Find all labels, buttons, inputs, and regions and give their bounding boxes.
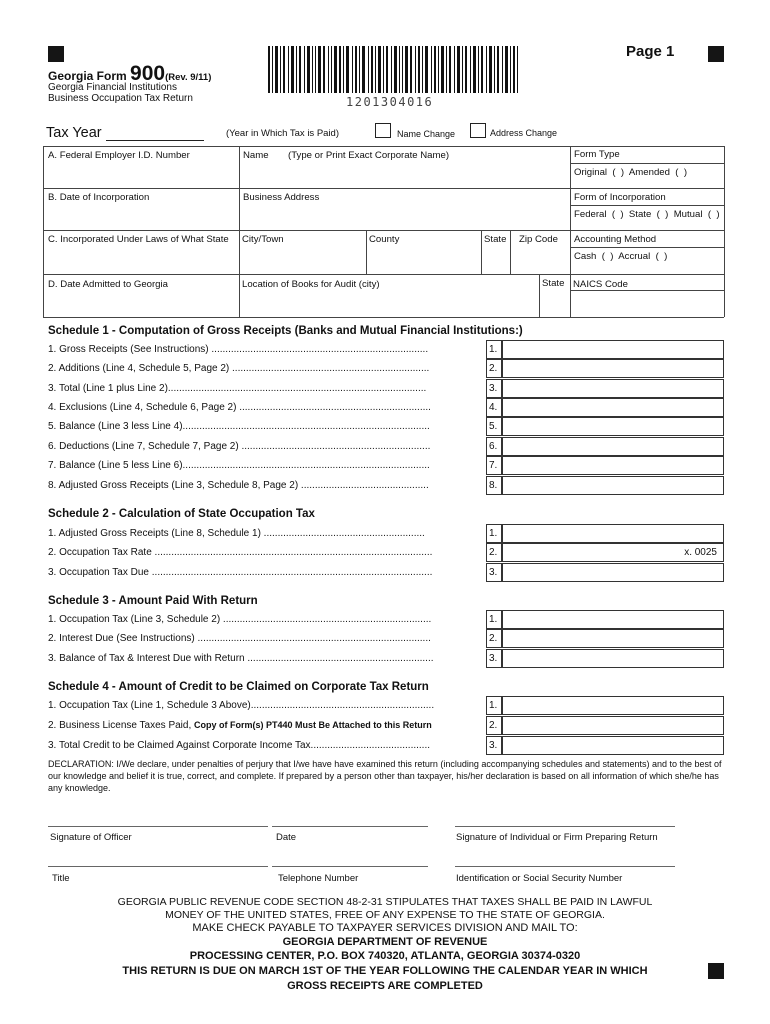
incorporation-state-label: C. Incorporated Under Laws of What State: [48, 234, 229, 245]
officer-signature-label: Signature of Officer: [50, 832, 132, 843]
title-line[interactable]: [48, 866, 268, 867]
footer-line-2: MONEY OF THE UNITED STATES, FREE OF ANY EXPENSE TO THE STATE OF GEORGIA.: [165, 909, 605, 921]
schedule-1-line-2-amount[interactable]: [502, 359, 724, 378]
schedule-3-line-3-amount[interactable]: [502, 649, 724, 668]
schedule-3-line-2-label: 2. Interest Due (See Instructions) ....................................................................................: [48, 633, 431, 644]
schedule-1-line-5-amount[interactable]: [502, 417, 724, 436]
form-revision: (Rev. 9/11): [165, 72, 212, 83]
footer-line-4: GEORGIA DEPARTMENT OF REVENUE: [282, 936, 488, 948]
state-label: State: [484, 234, 507, 245]
naics-label: NAICS Code: [573, 279, 628, 290]
tax-year-hint: (Year in Which Tax is Paid): [226, 128, 339, 139]
form-subtitle-2: Business Occupation Tax Return: [48, 93, 193, 104]
preparer-signature-line[interactable]: [455, 826, 675, 827]
form-of-incorporation-options[interactable]: Federal ( ) State ( ) Mutual ( ): [574, 209, 720, 220]
schedule-2-line-1-amount[interactable]: [502, 524, 724, 543]
schedule-1-line-1-label: 1. Gross Receipts (See Instructions) ..............................................................................: [48, 344, 429, 355]
form-type-label: Form Type: [574, 149, 620, 160]
schedule-1-line-6-label: 6. Deductions (Line 7, Schedule 7, Page 2) ....................................................................: [48, 441, 431, 452]
schedule-1-line-7-amount[interactable]: [502, 456, 724, 475]
telephone-line[interactable]: [272, 866, 428, 867]
schedule-1-line-8-number: 8.: [486, 476, 502, 495]
schedule-3-line-1-number: 1.: [486, 610, 502, 629]
schedule-1-line-8-label: 8. Adjusted Gross Receipts (Line 3, Schedule 8, Page 2) ..............................................: [48, 480, 429, 491]
schedule-1-line-3-amount[interactable]: [502, 379, 724, 398]
schedule-1-line-7-number: 7.: [486, 456, 502, 475]
corp-name-field[interactable]: [240, 162, 569, 187]
schedule-1-line-7-label: 7. Balance (Line 5 less Line 6).........................................................................................: [48, 460, 430, 471]
name-change-checkbox[interactable]: [375, 123, 391, 138]
county-label: County: [369, 234, 400, 245]
registration-mark-top-right: [708, 46, 724, 62]
schedule-2-line-3-amount[interactable]: [502, 563, 724, 582]
schedule-4-line-2-label: [48, 720, 432, 731]
books-location-field[interactable]: [240, 291, 538, 316]
identification-label: Identification or Social Security Number: [456, 873, 623, 884]
date-admitted-label: D. Date Admitted to Georgia: [48, 279, 168, 290]
accounting-method-options[interactable]: Cash ( ) Accrual ( ): [574, 251, 668, 262]
form-of-incorporation-label: Form of Incorporation: [574, 192, 666, 203]
books-location-label: Location of Books for Audit (city): [242, 279, 380, 290]
schedule-1-title: Schedule 1 - Computation of Gross Receipts (Banks and Mutual Financial Institutions:): [48, 325, 523, 337]
date-admitted-field[interactable]: [44, 291, 238, 316]
form-prefix: Georgia Form: [48, 69, 131, 83]
declaration-text: DECLARATION: I/We declare, under penalties of perjury that I/we have have examined this return (including accompanying schedules and statements) and to the best of our knowledge and belief it is true, correct, and complete. If prepared by a person other than taxpayer, his/her declaration is based on all information of which she/he has any knowledge.: [48, 759, 722, 793]
address-change-label: Address Change: [490, 128, 558, 138]
schedule-3-line-3-label: 3. Balance of Tax & Interest Due with Return ...................................................................: [48, 653, 434, 664]
schedule-1-line-1-number: 1.: [486, 340, 502, 359]
schedule-4-line-1-amount[interactable]: [502, 696, 724, 715]
incorporation-date-field[interactable]: [44, 204, 238, 229]
name-change-label: Name Change: [397, 129, 456, 139]
footer-line-3: MAKE CHECK PAYABLE TO TAXPAYER SERVICES DIVISION AND MAIL TO:: [192, 922, 578, 934]
corp-name-hint: (Type or Print Exact Corporate Name): [288, 150, 450, 161]
schedule-3-line-1-label: 1. Occupation Tax (Line 3, Schedule 2) ...........................................................................: [48, 614, 432, 625]
county-field[interactable]: [367, 246, 480, 273]
books-state-label: State: [542, 278, 565, 289]
schedule-1-line-5-label: 5. Balance (Line 3 less Line 4).........................................................................................: [48, 421, 430, 432]
schedule-2-line-1-number: 1.: [486, 524, 502, 543]
city-label: City/Town: [242, 234, 284, 245]
fein-label: A. Federal Employer I.D. Number: [48, 150, 190, 161]
schedule-4-line-3-number: 3.: [486, 736, 502, 755]
zip-field[interactable]: [511, 246, 569, 273]
schedule-4-line-2-note: Copy of Form(s) PT440 Must Be Attached to this Return: [194, 720, 432, 730]
schedule-3-line-2-amount[interactable]: [502, 629, 724, 648]
schedule-1-line-6-number: 6.: [486, 437, 502, 456]
form-number: 900: [130, 62, 166, 85]
page-number: Page 1: [626, 43, 675, 60]
state-field[interactable]: [482, 246, 509, 273]
date-line[interactable]: [272, 826, 428, 827]
schedule-2-line-2-number: 2.: [486, 543, 502, 562]
barcode: [268, 46, 518, 93]
identification-line[interactable]: [455, 866, 675, 867]
business-address-label: Business Address: [243, 192, 320, 203]
schedule-4-line-2-number: 2.: [486, 716, 502, 735]
schedule-1-line-4-amount[interactable]: [502, 398, 724, 417]
tax-year-input[interactable]: [106, 126, 204, 141]
title-label: Title: [52, 873, 70, 884]
schedule-4-line-1-number: 1.: [486, 696, 502, 715]
schedule-3-line-1-amount[interactable]: [502, 610, 724, 629]
fein-field[interactable]: [44, 162, 238, 187]
schedule-4-line-3-label: 3. Total Credit to be Claimed Against Corporate Income Tax...........................................: [48, 740, 431, 751]
incorporation-date-label: B. Date of Incorporation: [48, 192, 150, 203]
incorporation-state-field[interactable]: [44, 246, 238, 273]
naics-field[interactable]: [571, 291, 723, 316]
barcode-number: 1201304016: [346, 95, 434, 109]
schedule-1-line-3-number: 3.: [486, 379, 502, 398]
registration-mark-top-left: [48, 46, 64, 62]
schedule-4-line-1-label: 1. Occupation Tax (Line 1, Schedule 3 Above)..................................................................: [48, 700, 435, 711]
footer-line-6: THIS RETURN IS DUE ON MARCH 1ST OF THE YEAR FOLLOWING THE CALENDAR YEAR IN WHICH: [122, 965, 648, 977]
tax-year-label: Tax Year: [46, 125, 102, 141]
preparer-signature-label: Signature of Individual or Firm Preparing Return: [456, 832, 658, 843]
schedule-1-line-2-number: 2.: [486, 359, 502, 378]
schedule-3-title: Schedule 3 - Amount Paid With Return: [48, 595, 258, 607]
officer-signature-line[interactable]: [48, 826, 268, 827]
date-label: Date: [276, 832, 297, 843]
schedule-4-line-2-amount[interactable]: [502, 716, 724, 735]
zip-label: Zip Code: [519, 234, 558, 245]
corp-name-label: Name: [243, 150, 269, 161]
footer-line-1: GEORGIA PUBLIC REVENUE CODE SECTION 48-2-31 STIPULATES THAT TAXES SHALL BE PAID IN LAWFUL: [117, 896, 653, 908]
schedule-1-line-6-amount[interactable]: [502, 437, 724, 456]
schedule-1-line-4-number: 4.: [486, 398, 502, 417]
schedule-2-line-2-label: 2. Occupation Tax Rate ....................................................................................................: [48, 547, 433, 558]
schedule-2-line-3-label: 3. Occupation Tax Due .....................................................................................................: [48, 567, 433, 578]
form-type-options[interactable]: Original ( ) Amended ( ): [574, 167, 688, 178]
schedule-1-line-1-amount[interactable]: [502, 340, 724, 359]
footer-line-7: GROSS RECEIPTS ARE COMPLETED: [287, 980, 483, 992]
schedule-1-line-3-label: 3. Total (Line 1 plus Line 2).............................................................................................: [48, 383, 427, 394]
schedule-1-line-2-label: 2. Additions (Line 4, Schedule 5, Page 2) .......................................................................: [48, 363, 430, 374]
schedule-4-line-2-text: 2. Business License Taxes Paid,: [48, 720, 195, 731]
telephone-label: Telephone Number: [278, 873, 359, 884]
schedule-2-line-1-label: 1. Adjusted Gross Receipts (Line 8, Schedule 1) ..........................................................: [48, 528, 425, 539]
footer-line-5: PROCESSING CENTER, P.O. BOX 740320, ATLANTA, GEORGIA 30374-0320: [189, 950, 581, 962]
accounting-method-label: Accounting Method: [574, 234, 657, 245]
schedule-2-line-3-number: 3.: [486, 563, 502, 582]
schedule-3-line-3-number: 3.: [486, 649, 502, 668]
form-subtitle-1: Georgia Financial Institutions: [48, 82, 177, 93]
schedule-2-title: Schedule 2 - Calculation of State Occupation Tax: [48, 508, 315, 520]
schedule-4-line-3-amount[interactable]: [502, 736, 724, 755]
business-address-field[interactable]: [240, 204, 569, 229]
address-change-checkbox[interactable]: [470, 123, 486, 138]
schedule-2-line-2-rate: x. 0025: [502, 543, 724, 562]
schedule-1-line-8-amount[interactable]: [502, 476, 724, 495]
city-field[interactable]: [240, 246, 365, 273]
schedule-4-title: Schedule 4 - Amount of Credit to be Claimed on Corporate Tax Return: [48, 681, 429, 693]
schedule-1-line-5-number: 5.: [486, 417, 502, 436]
schedule-3-line-2-number: 2.: [486, 629, 502, 648]
schedule-1-line-4-label: 4. Exclusions (Line 4, Schedule 6, Page 2) .....................................................................: [48, 402, 431, 413]
